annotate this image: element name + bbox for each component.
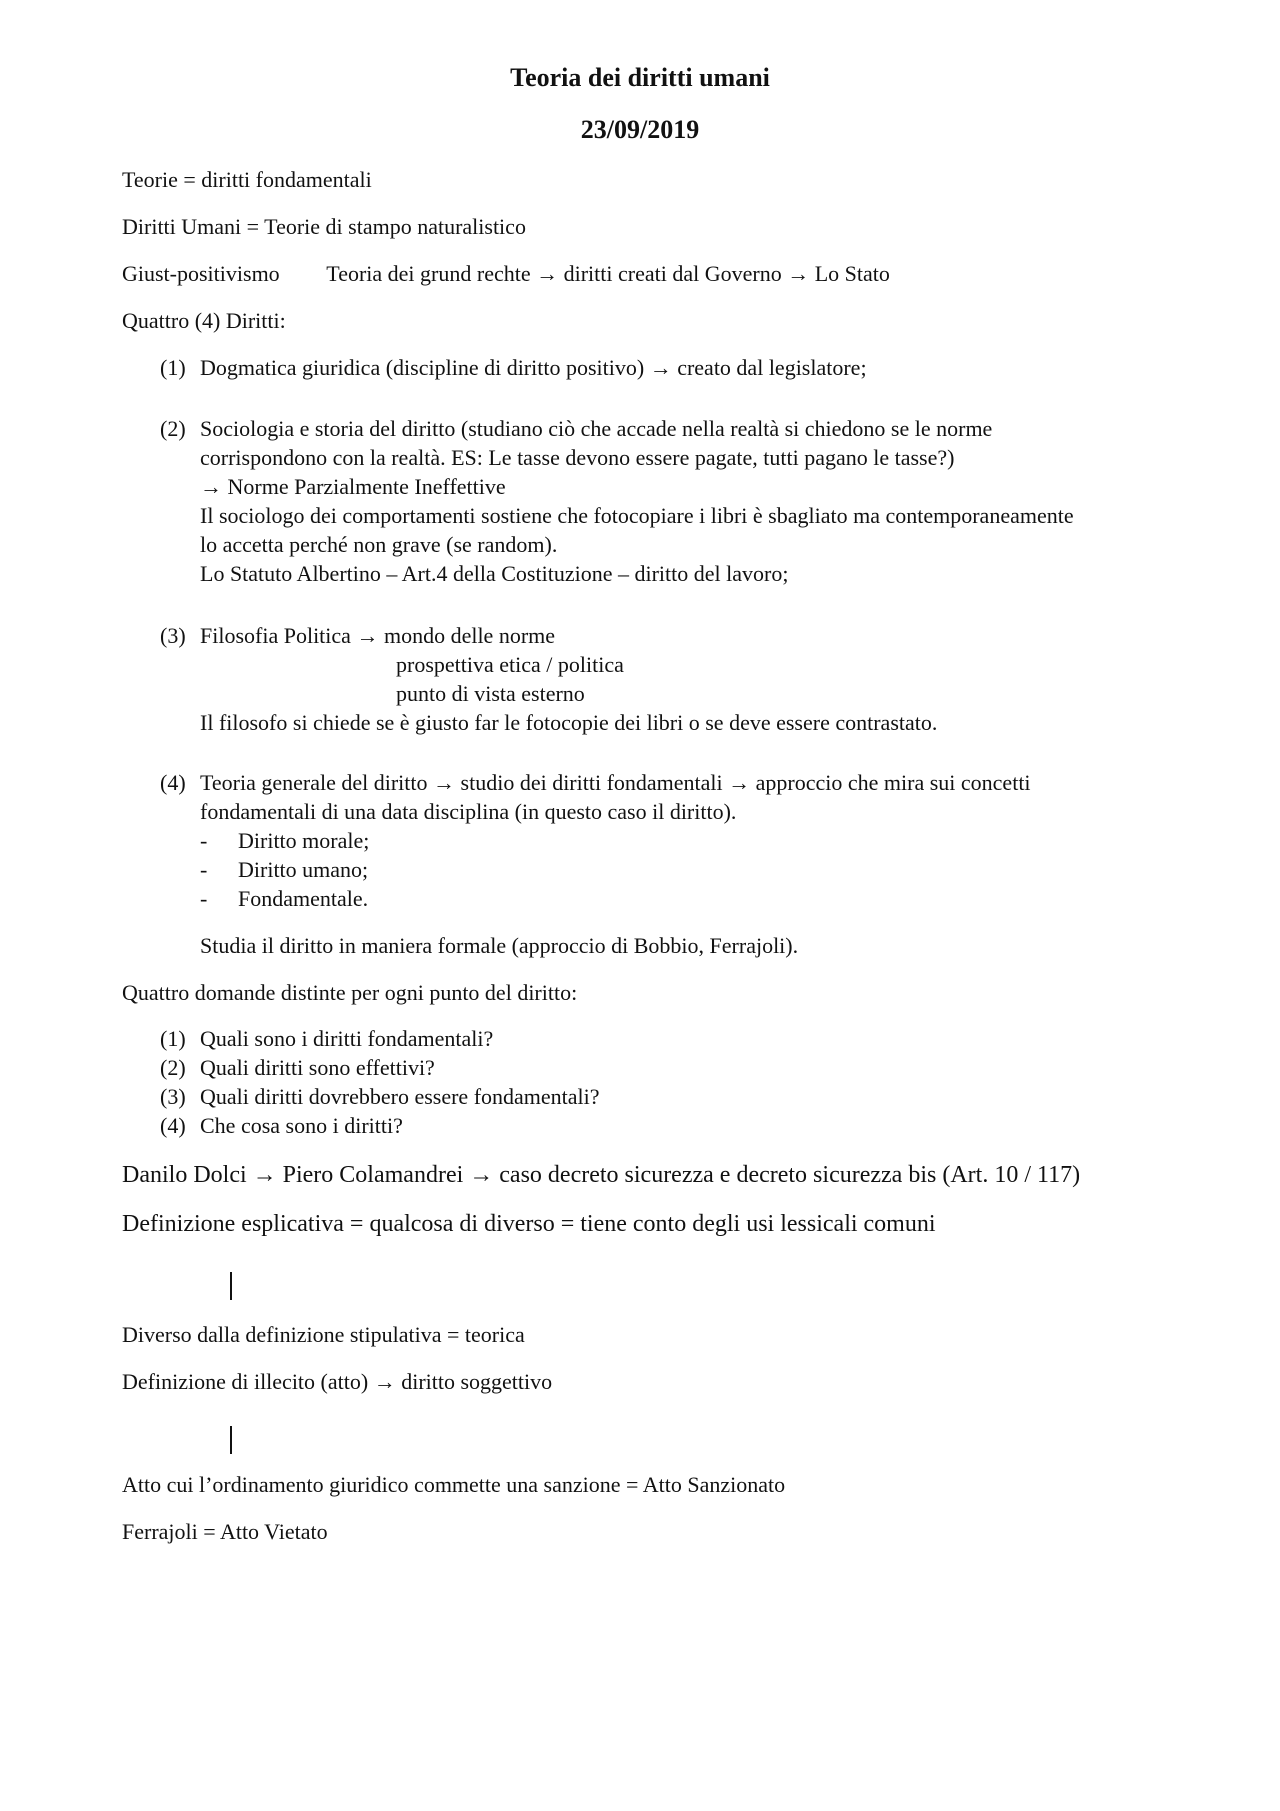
line-atto: Atto cui l’ordinamento giuridico commette una sanzione = Atto Sanzionato xyxy=(122,1472,786,1497)
arrow-icon: → xyxy=(200,474,222,499)
item-4-number: (4) xyxy=(160,770,186,795)
line-diverso: Diverso dalla definizione stipulativa = teorica xyxy=(122,1322,525,1347)
item-2-line: corrispondono con la realtà. ES: Le tasse devono essere pagate, tutti pagano le tasse?) xyxy=(200,445,955,470)
item-2-line: Sociologia e storia del diritto (studiano ciò che accade nella realtà si chiedono se le norme xyxy=(200,416,993,441)
arrow-icon: → xyxy=(728,770,751,795)
arrow-icon: → xyxy=(649,355,672,380)
item-1-text-b: creato dal legislatore; xyxy=(677,355,867,380)
danilo-text-b: Piero Colamandrei xyxy=(282,1162,464,1188)
question-number: (2) xyxy=(160,1055,186,1080)
danilo-text-c: caso decreto sicurezza e decreto sicurezza bis (Art. 10 / 117) xyxy=(499,1162,1081,1188)
question-text: Che cosa sono i diritti? xyxy=(200,1113,403,1138)
item-2-line: Il sociologo dei comportamenti sostiene che fotocopiare i libri è sbagliato ma contemporaneamente xyxy=(200,503,1074,528)
bullet-item: Diritto morale; xyxy=(238,828,370,853)
question-text: Quali sono i diritti fondamentali? xyxy=(200,1026,494,1051)
danilo-text-a: Danilo Dolci xyxy=(122,1162,247,1188)
giust-text-c: Lo Stato xyxy=(814,261,890,286)
line-def-esplicativa: Definizione esplicativa = qualcosa di diverso = tiene conto degli usi lessicali comuni xyxy=(122,1211,936,1237)
item-4-text-c: approccio che mira sui concetti xyxy=(755,770,1031,795)
question-number: (1) xyxy=(160,1026,186,1051)
date-heading: 23/09/2019 xyxy=(580,115,700,144)
question-text: Quali diritti dovrebbero essere fondamentali? xyxy=(200,1084,600,1109)
line-diritti-umani: Diritti Umani = Teorie di stampo naturalistico xyxy=(122,214,526,239)
item-4-text-a: Teoria generale del diritto xyxy=(200,770,428,795)
giust-text-a: Teoria dei grund rechte xyxy=(326,261,531,286)
bullet-dash: - xyxy=(200,828,208,853)
line-teorie: Teorie = diritti fondamentali xyxy=(122,167,372,192)
item-3-text-e: Il filosofo si chiede se è giusto far le fotocopie dei libri o se deve essere contrastato. xyxy=(200,710,938,735)
arrow-icon: → xyxy=(433,770,456,795)
giust-label: Giust-positivismo xyxy=(122,261,280,286)
item-1-text-a: Dogmatica giuridica (discipline di diritto positivo) xyxy=(200,355,645,380)
arrow-icon: → xyxy=(356,623,379,648)
question-number: (4) xyxy=(160,1113,186,1138)
arrow-icon: → xyxy=(373,1369,396,1394)
bullet-dash: - xyxy=(200,857,208,882)
illecito-text-a: Definizione di illecito (atto) xyxy=(122,1369,369,1394)
arrow-icon: → xyxy=(469,1162,494,1188)
item-3-text-d: punto di vista esterno xyxy=(396,681,585,706)
item-3-number: (3) xyxy=(160,623,186,648)
item-1-text xyxy=(200,355,867,381)
item-1-number: (1) xyxy=(160,355,186,380)
item-4-studia: Studia il diritto in maniera formale (approccio di Bobbio, Ferrajoli). xyxy=(200,933,799,958)
bullet-item: Diritto umano; xyxy=(238,857,369,882)
giust-text-b: diritti creati dal Governo xyxy=(563,261,782,286)
arrow-icon: → xyxy=(536,261,559,286)
vertical-bar-mark xyxy=(230,1426,232,1454)
item-2-arrow-line xyxy=(200,474,506,500)
page-title: Teoria dei diritti umani xyxy=(510,63,770,92)
line-quattro-diritti: Quattro (4) Diritti: xyxy=(122,308,286,333)
arrow-icon: → xyxy=(787,261,810,286)
line-illecito xyxy=(122,1369,552,1395)
vertical-bar-mark xyxy=(230,1272,232,1300)
line-giust-positivismo xyxy=(122,261,890,287)
question-number: (3) xyxy=(160,1084,186,1109)
item-4-line xyxy=(200,770,1031,796)
line-quattro-domande: Quattro domande distinte per ogni punto del diritto: xyxy=(122,980,578,1005)
item-2-line: Lo Statuto Albertino – Art.4 della Costituzione – diritto del lavoro; xyxy=(200,561,789,586)
illecito-text-b: diritto soggettivo xyxy=(401,1369,553,1394)
item-3-text-b: mondo delle norme xyxy=(383,623,556,648)
item-2-line: lo accetta perché non grave (se random). xyxy=(200,532,558,557)
item-4-line: fondamentali di una data disciplina (in questo caso il diritto). xyxy=(200,799,737,824)
question-text: Quali diritti sono effettivi? xyxy=(200,1055,435,1080)
bullet-dash: - xyxy=(200,886,208,911)
bullet-item: Fondamentale. xyxy=(238,886,369,911)
item-3-line xyxy=(200,623,555,649)
item-3-text-a: Filosofia Politica xyxy=(200,623,351,648)
line-danilo xyxy=(122,1161,1080,1190)
item-2-arrow-text: Norme Parzialmente Ineffettive xyxy=(227,474,506,499)
item-4-text-b: studio dei diritti fondamentali xyxy=(460,770,723,795)
line-ferrajoli: Ferrajoli = Atto Vietato xyxy=(122,1519,328,1544)
item-3-text-c: prospettiva etica / politica xyxy=(396,652,624,677)
arrow-icon: → xyxy=(252,1162,277,1188)
item-2-number: (2) xyxy=(160,416,186,441)
